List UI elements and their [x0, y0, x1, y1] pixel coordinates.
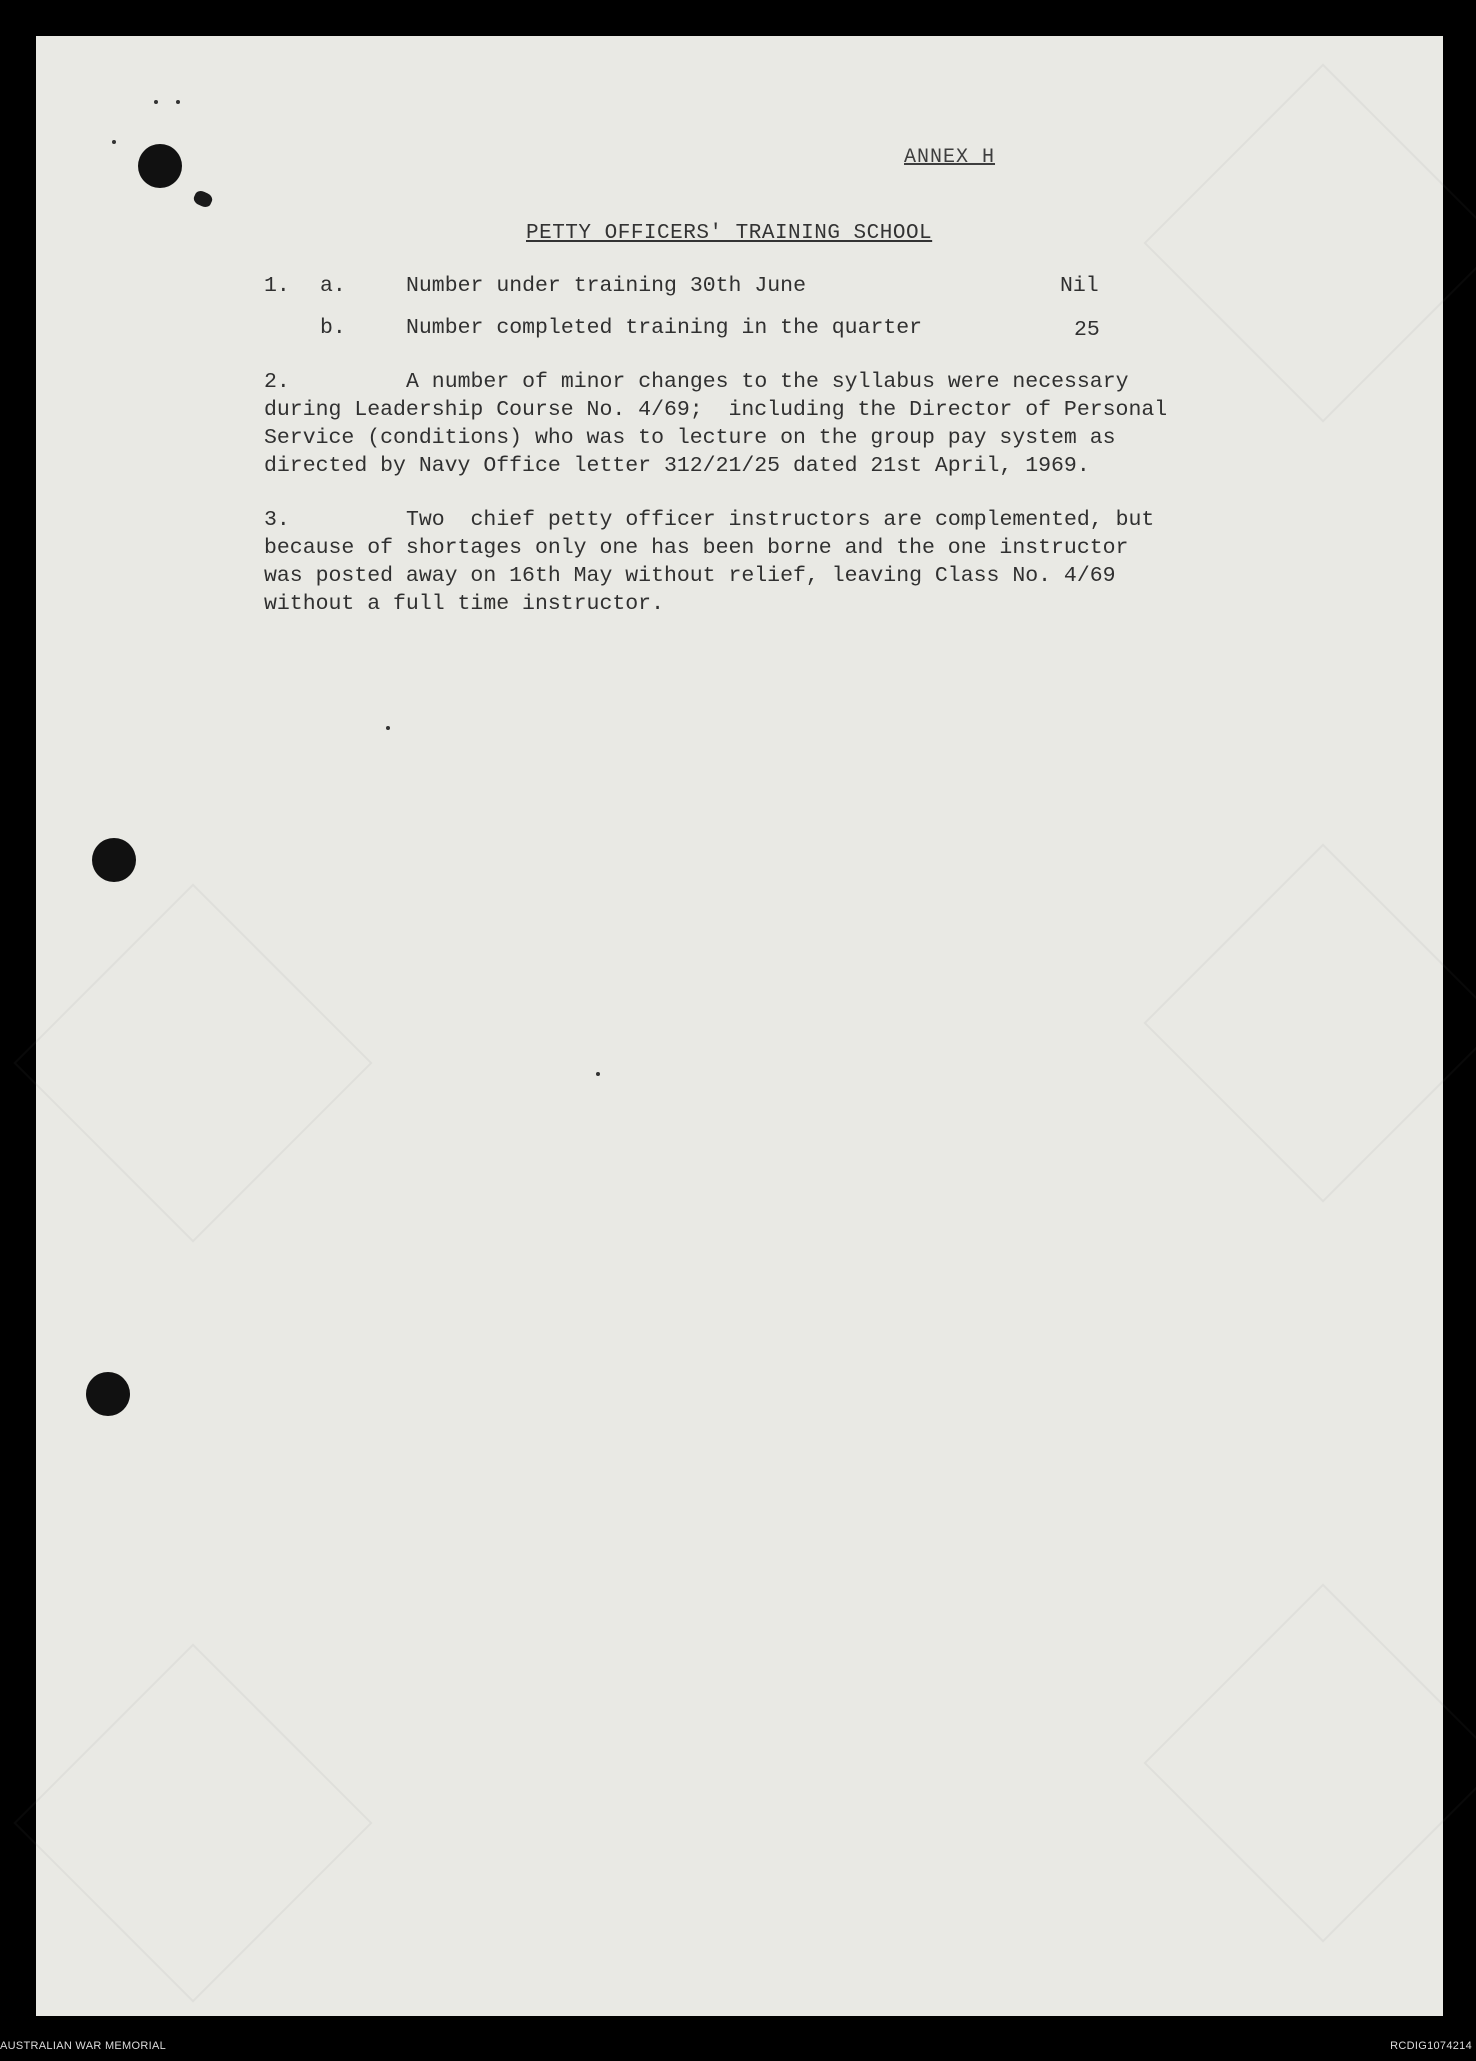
item-2-line: directed by Navy Office letter 312/21/25 dated 21st April, 1969.	[264, 454, 1090, 478]
watermark-emboss	[1143, 843, 1476, 1202]
watermark-emboss	[1143, 63, 1476, 422]
paper-speck	[176, 100, 180, 104]
item-1b-text: Number completed training in the quarter	[406, 316, 923, 340]
item-2-number: 2.	[264, 370, 290, 394]
punch-hole	[138, 144, 182, 188]
item-3-line: was posted away on 16th May without relief, leaving Class No. 4/69	[264, 564, 1116, 588]
watermark-emboss	[13, 883, 372, 1242]
item-3-line: without a full time instructor.	[264, 592, 664, 616]
item-2-line: Service (conditions) who was to lecture on the group pay system as	[264, 426, 1116, 450]
punch-hole	[92, 838, 136, 882]
item-3-line: because of shortages only one has been borne and the one instructor	[264, 536, 1129, 560]
item-1b-letter: b.	[320, 316, 346, 340]
document-page	[36, 36, 1443, 2016]
paper-speck	[386, 726, 390, 730]
item-1-number: 1.	[264, 274, 290, 298]
page-title: PETTY OFFICERS' TRAINING SCHOOL	[526, 222, 933, 245]
item-2-line: during Leadership Course No. 4/69; including the Director of Personal	[264, 398, 1168, 422]
watermark-emboss	[13, 1643, 372, 2002]
footer-source: AUSTRALIAN WAR MEMORIAL	[0, 2040, 167, 2052]
item-3-line: Two chief petty officer instructors are complemented, but	[406, 508, 1155, 532]
watermark-emboss	[1143, 1583, 1476, 1942]
footer-record-id: RCDIG1074214	[1390, 2040, 1472, 2052]
paper-speck	[112, 140, 116, 144]
item-3-number: 3.	[264, 508, 290, 532]
item-1a-value: Nil	[1060, 274, 1099, 298]
item-1a-text: Number under training 30th June	[406, 274, 806, 298]
annex-label: ANNEX H	[904, 146, 996, 169]
punch-hole-tear	[192, 189, 214, 209]
item-1b-value: 25	[1074, 318, 1100, 342]
punch-hole	[86, 1372, 130, 1416]
paper-speck	[154, 100, 158, 104]
item-2-line: A number of minor changes to the syllabus were necessary	[406, 370, 1129, 394]
item-1a-letter: a.	[320, 274, 346, 298]
paper-speck	[596, 1072, 600, 1076]
